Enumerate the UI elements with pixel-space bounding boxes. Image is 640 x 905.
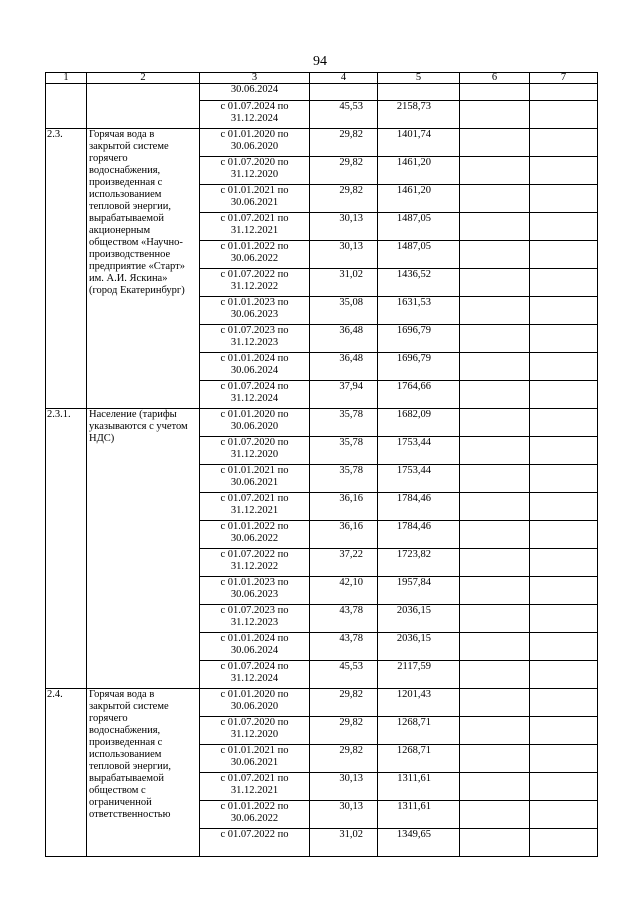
value-col4-cell: 35,78	[310, 409, 378, 437]
period-cell: с 01.01.2023 по 30.06.2023	[200, 297, 310, 325]
value-col6-cell	[460, 381, 530, 409]
value-col4-cell: 37,22	[310, 549, 378, 577]
value-col4-cell: 35,08	[310, 297, 378, 325]
value-col7-cell	[530, 157, 598, 185]
value-col5-cell: 1784,46	[378, 521, 460, 549]
header-cell: 1	[46, 73, 87, 84]
period-cell: с 01.07.2023 по 31.12.2023	[200, 325, 310, 353]
value-col7-cell	[530, 717, 598, 745]
value-col7-cell	[530, 241, 598, 269]
value-col4-cell: 31,02	[310, 269, 378, 297]
value-col5-cell: 1201,43	[378, 689, 460, 717]
value-col5-cell: 1461,20	[378, 185, 460, 213]
value-col7-cell	[530, 325, 598, 353]
tariff-table	[45, 72, 598, 857]
value-col6-cell	[460, 493, 530, 521]
value-col6-cell	[460, 241, 530, 269]
value-col6-cell	[460, 213, 530, 241]
period-cell: с 01.07.2021 по 31.12.2021	[200, 493, 310, 521]
value-col7-cell	[530, 129, 598, 157]
value-col6-cell	[460, 717, 530, 745]
value-col6-cell	[460, 353, 530, 381]
value-col5-cell: 1487,05	[378, 213, 460, 241]
period-cell: с 01.07.2024 по 31.12.2024	[200, 381, 310, 409]
period-cell: с 01.07.2024 по 31.12.2024	[200, 101, 310, 129]
value-col4-cell: 35,78	[310, 437, 378, 465]
value-col5-cell: 1311,61	[378, 773, 460, 801]
value-col6-cell	[460, 101, 530, 129]
value-col5-cell: 1784,46	[378, 493, 460, 521]
item-number: 2.3.	[46, 129, 87, 409]
value-col7-cell	[530, 297, 598, 325]
value-col5-cell: 1696,79	[378, 353, 460, 381]
value-col6-cell	[460, 129, 530, 157]
period-cell: с 01.07.2020 по 31.12.2020	[200, 437, 310, 465]
value-col6-cell	[460, 633, 530, 661]
value-col7-cell	[530, 689, 598, 717]
value-col4-cell: 36,48	[310, 353, 378, 381]
period-cell: с 01.01.2023 по 30.06.2023	[200, 577, 310, 605]
item-name: Горячая вода в закрытой системе горячего водоснабжения, произведенная с использованием тепловой энергии, вырабатываемой акционерным обществом «Научно-производственное предприятие «Старт» им. А.И. Яскина» (город Екатеринбург)	[87, 129, 200, 409]
item-name	[87, 84, 200, 129]
page-number: 94	[313, 54, 327, 69]
value-col5-cell: 1349,65	[378, 829, 460, 857]
value-col5-cell: 1268,71	[378, 745, 460, 773]
value-col5-cell: 1753,44	[378, 437, 460, 465]
value-col4-cell: 29,82	[310, 745, 378, 773]
value-col5-cell: 1436,52	[378, 269, 460, 297]
value-col4-cell: 45,53	[310, 661, 378, 689]
value-col4-cell: 45,53	[310, 101, 378, 129]
period-cell: с 01.07.2022 по 31.12.2022	[200, 549, 310, 577]
value-col6-cell	[460, 801, 530, 829]
value-col7-cell	[530, 437, 598, 465]
value-col5-cell: 1753,44	[378, 465, 460, 493]
value-col5-cell: 1682,09	[378, 409, 460, 437]
value-col4-cell: 29,82	[310, 689, 378, 717]
period-cell: с 01.01.2021 по 30.06.2021	[200, 745, 310, 773]
value-col7-cell	[530, 101, 598, 129]
value-col7-cell	[530, 801, 598, 829]
period-cell: с 01.07.2021 по 31.12.2021	[200, 213, 310, 241]
value-col7-cell	[530, 185, 598, 213]
item-name: Горячая вода в закрытой системе горячего водоснабжения, произведенная с использованием тепловой энергии, вырабатываемой обществом с ограниченной ответственностью	[87, 689, 200, 857]
value-col7-cell	[530, 829, 598, 857]
value-col4-cell: 29,82	[310, 717, 378, 745]
value-col4-cell: 35,78	[310, 465, 378, 493]
value-col5-cell: 2036,15	[378, 605, 460, 633]
table-row	[46, 129, 598, 157]
value-col7-cell	[530, 409, 598, 437]
table-row	[46, 84, 598, 101]
value-col6-cell	[460, 773, 530, 801]
value-col4-cell: 30,13	[310, 801, 378, 829]
period-cell: с 01.01.2022 по 30.06.2022	[200, 521, 310, 549]
period-cell: с 01.01.2024 по 30.06.2024	[200, 633, 310, 661]
value-col6-cell	[460, 325, 530, 353]
value-col6-cell	[460, 185, 530, 213]
value-col4-cell: 29,82	[310, 157, 378, 185]
value-col5-cell: 1696,79	[378, 325, 460, 353]
value-col6-cell	[460, 84, 530, 101]
value-col4-cell: 29,82	[310, 185, 378, 213]
item-number: 2.4.	[46, 689, 87, 857]
value-col7-cell	[530, 745, 598, 773]
period-cell: с 01.07.2021 по 31.12.2021	[200, 773, 310, 801]
period-cell: с 01.01.2020 по 30.06.2020	[200, 129, 310, 157]
value-col7-cell	[530, 381, 598, 409]
value-col7-cell	[530, 269, 598, 297]
value-col6-cell	[460, 269, 530, 297]
header-cell: 2	[87, 73, 200, 84]
value-col4-cell: 30,13	[310, 213, 378, 241]
value-col5-cell: 2117,59	[378, 661, 460, 689]
value-col4-cell: 43,78	[310, 605, 378, 633]
value-col5-cell: 2158,73	[378, 101, 460, 129]
value-col5-cell: 1461,20	[378, 157, 460, 185]
period-cell: с 01.07.2024 по 31.12.2024	[200, 661, 310, 689]
value-col7-cell	[530, 521, 598, 549]
period-cell: с 01.01.2022 по 30.06.2022	[200, 801, 310, 829]
value-col7-cell	[530, 465, 598, 493]
value-col7-cell	[530, 493, 598, 521]
value-col4-cell	[310, 84, 378, 101]
header-cell: 3	[200, 73, 310, 84]
value-col5-cell: 1764,66	[378, 381, 460, 409]
value-col7-cell	[530, 661, 598, 689]
value-col4-cell: 30,13	[310, 241, 378, 269]
value-col6-cell	[460, 605, 530, 633]
value-col5-cell: 1631,53	[378, 297, 460, 325]
period-cell: с 01.07.2023 по 31.12.2023	[200, 605, 310, 633]
value-col6-cell	[460, 465, 530, 493]
item-number: 2.3.1.	[46, 409, 87, 689]
value-col5-cell: 1268,71	[378, 717, 460, 745]
period-cell: с 01.01.2020 по 30.06.2020	[200, 689, 310, 717]
value-col5-cell: 1401,74	[378, 129, 460, 157]
value-col5-cell: 1957,84	[378, 577, 460, 605]
value-col5-cell: 2036,15	[378, 633, 460, 661]
period-cell: с 01.01.2022 по 30.06.2022	[200, 241, 310, 269]
period-cell: с 01.07.2020 по 31.12.2020	[200, 157, 310, 185]
value-col7-cell	[530, 633, 598, 661]
value-col6-cell	[460, 521, 530, 549]
header-cell: 6	[460, 73, 530, 84]
value-col6-cell	[460, 689, 530, 717]
header-cell: 4	[310, 73, 378, 84]
value-col4-cell: 43,78	[310, 633, 378, 661]
value-col4-cell: 36,16	[310, 521, 378, 549]
value-col6-cell	[460, 157, 530, 185]
value-col6-cell	[460, 829, 530, 857]
period-cell: с 01.07.2022 по 31.12.2022	[200, 269, 310, 297]
table-row	[46, 409, 598, 437]
value-col4-cell: 36,48	[310, 325, 378, 353]
period-cell: с 01.01.2021 по 30.06.2021	[200, 185, 310, 213]
value-col6-cell	[460, 661, 530, 689]
value-col4-cell: 30,13	[310, 773, 378, 801]
value-col6-cell	[460, 437, 530, 465]
period-cell: с 01.01.2021 по 30.06.2021	[200, 465, 310, 493]
value-col5-cell: 1487,05	[378, 241, 460, 269]
period-cell: 30.06.2024	[200, 84, 310, 101]
value-col4-cell: 31,02	[310, 829, 378, 857]
value-col7-cell	[530, 549, 598, 577]
value-col5-cell: 1311,61	[378, 801, 460, 829]
header-cell: 5	[378, 73, 460, 84]
value-col4-cell: 36,16	[310, 493, 378, 521]
table-row	[46, 689, 598, 717]
value-col6-cell	[460, 745, 530, 773]
value-col7-cell	[530, 213, 598, 241]
value-col7-cell	[530, 773, 598, 801]
value-col7-cell	[530, 605, 598, 633]
value-col7-cell	[530, 84, 598, 101]
value-col7-cell	[530, 577, 598, 605]
header-row	[46, 73, 598, 84]
value-col5-cell	[378, 84, 460, 101]
period-cell: с 01.07.2020 по 31.12.2020	[200, 717, 310, 745]
item-number	[46, 84, 87, 129]
period-cell: с 01.07.2022 по	[200, 829, 310, 857]
value-col6-cell	[460, 577, 530, 605]
value-col6-cell	[460, 409, 530, 437]
period-cell: с 01.01.2024 по 30.06.2024	[200, 353, 310, 381]
value-col5-cell: 1723,82	[378, 549, 460, 577]
value-col4-cell: 42,10	[310, 577, 378, 605]
period-cell: с 01.01.2020 по 30.06.2020	[200, 409, 310, 437]
value-col7-cell	[530, 353, 598, 381]
value-col6-cell	[460, 549, 530, 577]
header-cell: 7	[530, 73, 598, 84]
item-name: Население (тарифы указываются с учетом НДС)	[87, 409, 200, 689]
value-col4-cell: 29,82	[310, 129, 378, 157]
value-col6-cell	[460, 297, 530, 325]
value-col4-cell: 37,94	[310, 381, 378, 409]
